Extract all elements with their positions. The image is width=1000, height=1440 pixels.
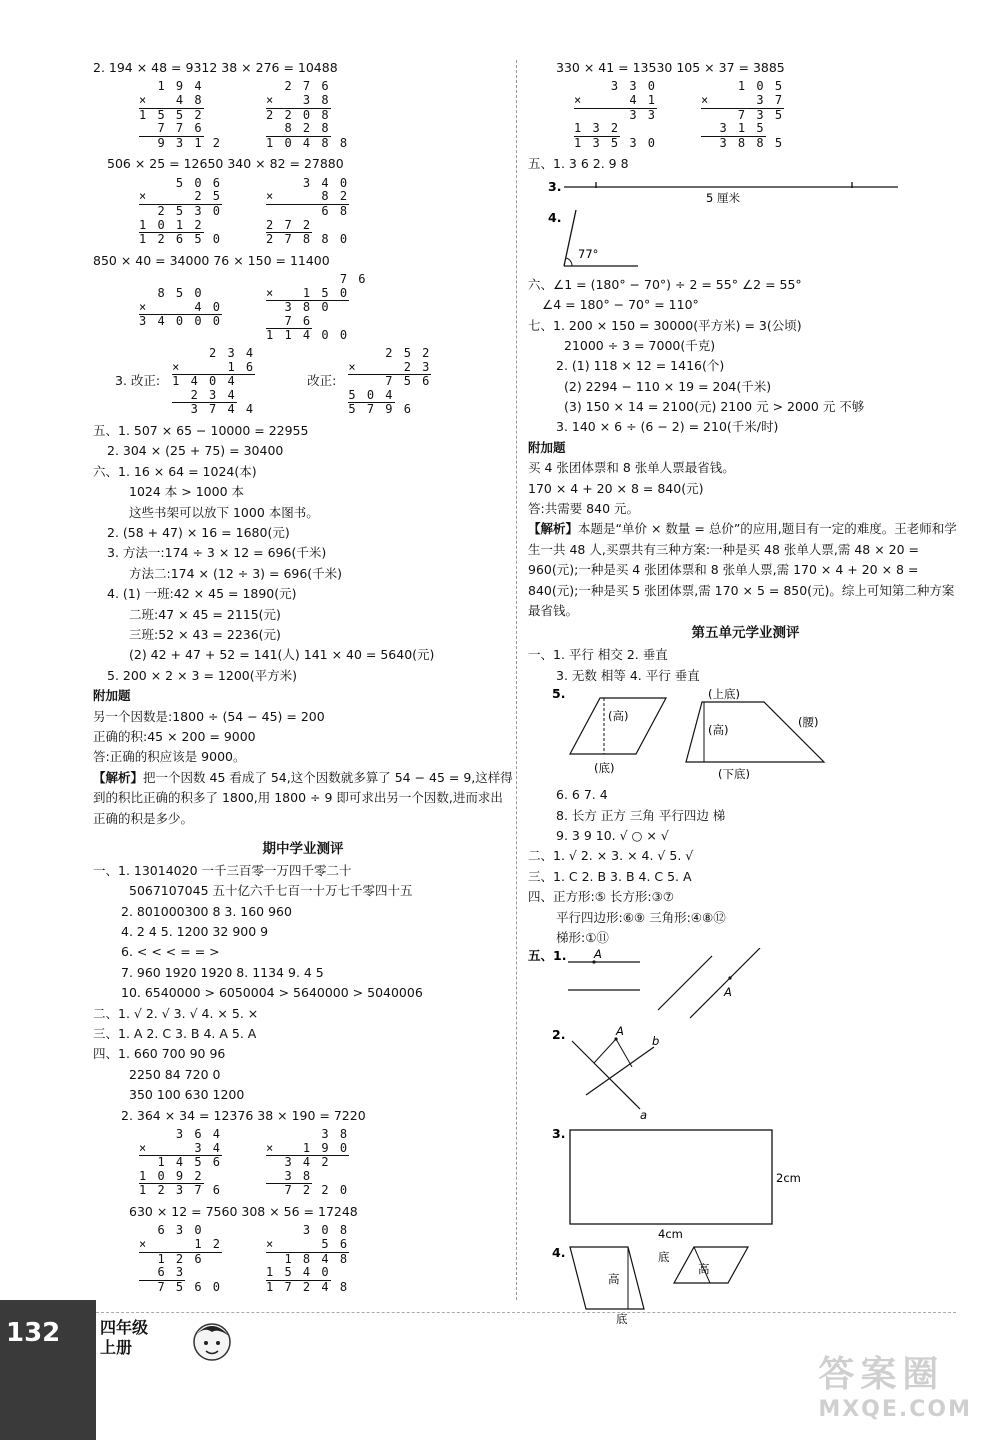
answer-line: 答:共需要 840 元。 <box>528 501 640 517</box>
calc-row: 8 2 8 <box>266 121 331 136</box>
calc-row: × 1 5 0 <box>266 285 350 300</box>
parallelogram <box>674 1247 748 1283</box>
answer-line: 850 × 40 = 34000 76 × 150 = 11400 <box>93 252 330 268</box>
calc-row: 2 3 4 <box>172 346 256 361</box>
calc-row: 6 3 0 <box>139 1223 204 1238</box>
calc-row: 1 5 5 2 <box>139 107 204 122</box>
calc-row: 1 4 0 4 <box>172 374 237 389</box>
angle-ray <box>564 210 576 266</box>
vertical-calc-row <box>93 273 513 343</box>
answer-line: 3. 140 × 6 ÷ (6 − 2) = 210(千米/时) <box>556 419 779 435</box>
rectangle <box>570 1130 772 1224</box>
top-base-label: (上底) <box>708 687 740 702</box>
calc-row: 3 0 8 <box>266 1223 350 1238</box>
answer-line: 2. (1) 118 × 12 = 1416(个) <box>556 358 725 374</box>
vertical-multiplication <box>701 80 784 150</box>
height-label: (高) <box>608 709 629 724</box>
answer-line: (2) 2294 − 110 × 19 = 204(千米) <box>564 378 772 394</box>
answer-line: 7. 960 1920 1920 8. 1134 9. 4 5 <box>121 964 324 980</box>
item-number: 3. <box>548 178 562 194</box>
answer-line: 七、1. 200 × 150 = 30000(平方米) = 3(公顷) <box>528 317 802 333</box>
leg-label: (腰) <box>798 715 819 730</box>
calc-row: 2 2 0 8 <box>266 107 331 122</box>
calc-row: 1 2 6 <box>139 1251 204 1266</box>
height-drawing-figure <box>528 1243 958 1327</box>
answer-line: 买 4 张团体票和 8 张单人票最省钱。 <box>528 460 735 476</box>
calc-row: 3 8 0 <box>266 300 331 315</box>
line-a <box>572 1041 640 1109</box>
calc-row: 7 5 6 0 <box>139 1279 223 1294</box>
base-label: (底) <box>594 761 615 776</box>
correction-label: 改正: <box>307 373 337 389</box>
calc-row: × 3 7 <box>701 92 785 107</box>
height-label: 高 <box>698 1262 710 1277</box>
answer-line: (2) 42 + 47 + 52 = 141(人) 141 × 40 = 5640(元) <box>129 647 435 663</box>
mascot-icon <box>188 1316 236 1366</box>
height-dimension-label: 2cm <box>776 1171 801 1186</box>
calc-row: 1 3 5 3 0 <box>574 135 658 150</box>
watermark-url: MXQE.COM <box>818 1397 972 1422</box>
answer-line: 这些书架可以放下 1000 本图书。 <box>129 504 319 520</box>
calc-row: 1 0 1 2 <box>139 217 204 232</box>
calc-row: 1 2 3 7 6 <box>139 1183 223 1198</box>
answer-line: 平行四边形:⑥⑨ 三角形:④⑧⑫ <box>556 909 726 925</box>
item-number: 2. <box>552 1027 566 1043</box>
calc-row: 3 8 <box>266 1168 313 1183</box>
vertical-calc-row <box>93 347 513 417</box>
calc-row: × 4 8 <box>139 92 204 107</box>
bonus-heading: 附加题 <box>528 439 566 455</box>
answer-line: 三、1. C 2. B 3. B 4. C 5. A <box>528 868 692 884</box>
volume: 上册 <box>100 1338 133 1357</box>
line-a-label: a <box>640 1108 648 1122</box>
given-line <box>658 956 712 1010</box>
calc-row: 3 3 0 <box>574 79 658 94</box>
calc-row: 5 7 9 6 <box>348 402 413 417</box>
parallelogram-trapezoid-figure <box>528 686 958 782</box>
angle-arc <box>566 258 572 266</box>
vertical-multiplication <box>266 1224 349 1294</box>
calc-row: 6 3 <box>139 1265 186 1280</box>
analysis-paragraph <box>528 519 963 621</box>
calc-row: 2 5 2 <box>348 346 432 361</box>
vertical-multiplication <box>139 1128 222 1198</box>
answer-line: 6. 6 7. 4 <box>556 787 608 803</box>
calc-row: 1 1 4 0 0 <box>266 328 350 343</box>
answer-line: 2. 194 × 48 = 9312 38 × 276 = 10488 <box>93 60 338 75</box>
parallel-line <box>690 948 760 1018</box>
calc-row: 3 4 0 0 0 <box>139 314 223 329</box>
answer-line: 3. 无数 相等 4. 平行 垂直 <box>556 667 700 683</box>
vertical-multiplication <box>139 1224 222 1294</box>
calc-row: × 2 5 <box>139 189 223 204</box>
calc-row: 6 8 <box>266 203 350 218</box>
point-label: A <box>616 1025 624 1039</box>
answer-line: 2. (58 + 47) × 16 = 1680(元) <box>107 525 290 540</box>
calc-row: 3 1 5 <box>701 121 766 136</box>
analysis-text: 把一个因数 45 看成了 54,这个因数就多算了 54 − 45 = 9,这样得到的积比正确的积多了 1800,用 1800 ÷ 9 即可求出另一个因数,进而求出正确的积是多少。 <box>93 769 513 826</box>
rectangle-figure <box>528 1124 958 1240</box>
grade: 四年级 <box>100 1318 149 1337</box>
analysis-paragraph <box>93 768 513 829</box>
calc-row: 1 9 4 <box>139 79 204 94</box>
calc-row: 3 3 <box>574 107 658 122</box>
calc-row: × 2 3 <box>348 359 432 374</box>
vertical-multiplication <box>139 177 222 247</box>
vertical-multiplication <box>139 273 222 329</box>
calc-row: 3 8 <box>266 1126 350 1141</box>
vertical-calc-row <box>93 1224 513 1294</box>
calc-row: 3 7 4 4 <box>172 402 256 417</box>
answer-line: 五、1. 507 × 65 − 10000 = 22955 <box>93 423 309 439</box>
watermark-text: 答案圈 <box>818 1354 945 1395</box>
item-number: 3. <box>552 1126 566 1142</box>
calc-row: 8 5 0 <box>139 286 204 301</box>
calc-row: × 1 6 <box>172 359 256 374</box>
calc-row: 9 3 1 2 <box>139 135 223 150</box>
calc-row: 7 3 5 <box>701 107 785 122</box>
answer-line: 六、1. 16 × 64 = 1024(本) <box>93 463 257 479</box>
perpendicular-figure <box>528 1025 958 1121</box>
answer-line: 5067107045 五十亿六千七百一十万七千零四十五 <box>129 883 413 899</box>
left-column <box>93 58 513 1298</box>
calc-row: 1 4 5 6 <box>139 1155 223 1170</box>
width-dimension-label: 4cm <box>658 1227 683 1241</box>
line-b-label: b <box>652 1034 660 1049</box>
calc-row: 2 7 8 8 0 <box>266 232 350 247</box>
answer-line: 方法二:174 × (12 ÷ 3) = 696(千米) <box>129 565 343 581</box>
answer-line: 1024 本 > 1000 本 <box>129 484 244 500</box>
calc-row: 7 6 <box>266 313 313 328</box>
perpendicular-line <box>594 1039 616 1063</box>
calc-row: 1 3 2 <box>574 121 621 136</box>
calc-row: 5 0 6 <box>139 175 223 190</box>
section-title-midterm: 期中学业测评 <box>262 840 344 857</box>
answer-line: 2. 801000300 8 3. 160 960 <box>121 903 292 919</box>
vertical-multiplication <box>139 80 222 150</box>
answer-line: 170 × 4 + 20 × 8 = 840(元) <box>528 480 704 496</box>
calc-row: × 8 2 <box>266 189 350 204</box>
calc-row: 3 4 2 <box>266 1155 331 1170</box>
answer-line: 330 × 41 = 13530 105 × 37 = 3885 <box>556 60 785 75</box>
answer-line: ∠4 = 180° − 70° = 110° <box>542 297 699 313</box>
answer-line: 正确的积:45 × 200 = 9000 <box>93 728 256 744</box>
footer-divider <box>96 1312 956 1313</box>
perpendicular-line <box>616 1039 632 1067</box>
vertical-calc-row <box>528 80 963 150</box>
answer-line: 2. 304 × (25 + 75) = 30400 <box>107 443 284 459</box>
analysis-text: 本题是“单价 × 数量 = 总价”的应用,题目有一定的难度。王老师和学生一共 48 人,买票共有三种方案:一种是买 48 张单人票,需 48 × 20 = 960(元);一种是买 4 张团体票和 8 张单人票,需 170 × 4 + 20 × 8 = 840(元);一种是买 5 张团体票,需 170 × 5 = 850(元)。综上可知第二种方案最省钱。 <box>528 521 957 619</box>
watermark <box>818 1346 972 1422</box>
calc-row: 2 5 3 0 <box>139 203 223 218</box>
calc-row: 7 6 <box>266 272 368 287</box>
calc-row: 1 7 2 4 8 <box>266 1279 350 1294</box>
base-label: 底 <box>616 1312 628 1327</box>
grade-label <box>100 1318 148 1358</box>
correction-label: 3. 改正: <box>115 373 161 389</box>
answer-line: 9. 3 9 10. √ ○ × √ <box>556 828 669 844</box>
trapezoid <box>686 702 824 762</box>
vertical-multiplication <box>172 347 255 417</box>
vertical-multiplication <box>266 80 349 150</box>
column-divider <box>516 60 517 1300</box>
calc-row: 1 0 9 2 <box>139 1168 204 1183</box>
right-column <box>528 58 963 1330</box>
vertical-calc-row <box>93 80 513 150</box>
parallelogram <box>570 698 666 754</box>
calc-row: × 5 6 <box>266 1236 350 1251</box>
item-number: 五、1. <box>528 948 567 964</box>
item-number: 4. <box>548 209 562 225</box>
answer-line: 四、正方形:⑤ 长方形:③⑦ <box>528 889 675 905</box>
calc-row: 2 3 4 <box>172 387 237 402</box>
answer-line: 六、∠1 = (180° − 70°) ÷ 2 = 55° ∠2 = 55° <box>528 276 802 292</box>
answer-line: 3. 方法一:174 ÷ 3 × 12 = 696(千米) <box>107 545 327 561</box>
calc-row: 2 7 6 <box>266 79 331 94</box>
calc-row: 1 8 4 8 <box>266 1251 350 1266</box>
calc-row: 7 5 6 <box>348 374 432 389</box>
answer-line: 四、1. 660 700 90 96 <box>93 1046 226 1062</box>
vertical-multiplication <box>266 177 349 247</box>
answer-line: 三班:52 × 43 = 2236(元) <box>129 626 281 642</box>
answer-line: 10. 6540000 > 6050004 > 5640000 > 5040006 <box>121 985 423 1001</box>
calc-row: × 4 0 <box>139 299 223 314</box>
answer-line: 答:正确的积应该是 9000。 <box>93 749 246 765</box>
answer-line: 630 × 12 = 7560 308 × 56 = 17248 <box>129 1203 358 1219</box>
calc-row: 5 0 4 <box>348 387 395 402</box>
analysis-tag: 【解析】 <box>93 769 144 785</box>
calc-row: × 1 2 <box>139 1236 223 1251</box>
answer-line: 五、1. 3 6 2. 9 8 <box>528 156 629 172</box>
calc-row: × 4 1 <box>574 92 658 107</box>
calc-row: 3 6 4 <box>139 1126 223 1141</box>
calc-row: 3 8 8 5 <box>701 135 785 150</box>
calc-row: × 3 8 <box>266 92 331 107</box>
answer-line: 另一个因数是:1800 ÷ (54 − 45) = 200 <box>93 708 325 724</box>
angle-label: 77° <box>578 246 599 261</box>
point-label: A <box>594 948 602 962</box>
calc-row: 1 0 4 8 8 <box>266 135 350 150</box>
answer-line: 4. 2 4 5. 1200 32 900 9 <box>121 924 269 940</box>
calc-row: 7 7 6 <box>139 121 204 136</box>
segment-length-label: 5 厘米 <box>706 190 740 203</box>
calc-row: × 1 9 0 <box>266 1140 350 1155</box>
segment-figure <box>528 175 958 203</box>
line-b <box>586 1047 654 1095</box>
calc-row: 1 0 5 <box>701 79 785 94</box>
calc-row: × 3 4 <box>139 1140 223 1155</box>
answer-line: 一、1. 平行 相交 2. 垂直 <box>528 647 668 663</box>
answer-line: (3) 150 × 14 = 2100(元) 2100 元 > 2000 元 不够 <box>564 399 865 415</box>
point-label: A <box>724 985 732 1000</box>
vertical-multiplication <box>574 80 657 150</box>
base-label: 底 <box>658 1250 670 1265</box>
answer-line: 二、1. √ 2. √ 3. √ 4. × 5. × <box>93 1005 259 1021</box>
answer-line: 4. (1) 一班:42 × 45 = 1890(元) <box>107 586 297 602</box>
answer-line: 一、1. 13014020 一千三百零一万四千零二十 <box>93 862 352 878</box>
bonus-heading: 附加题 <box>93 688 131 704</box>
calc-row: 1 5 4 0 <box>266 1265 331 1280</box>
analysis-tag: 【解析】 <box>528 521 579 537</box>
vertical-multiplication <box>266 1128 349 1198</box>
page-number: 132 <box>6 1318 61 1348</box>
answer-line: 2250 84 720 0 <box>129 1066 221 1082</box>
answer-line: 三、1. A 2. C 3. B 4. A 5. A <box>93 1026 257 1042</box>
parallelogram <box>570 1247 644 1309</box>
calc-row: 1 2 6 5 0 <box>139 232 223 247</box>
calc-row: 2 7 2 <box>266 217 313 232</box>
answer-line: 506 × 25 = 12650 340 × 82 = 27880 <box>107 156 344 172</box>
answer-line: 6. < < < = = > <box>121 944 220 960</box>
answer-line: 二班:47 × 45 = 2115(元) <box>129 606 281 622</box>
bottom-base-label: (下底) <box>718 767 750 782</box>
answer-line: 350 100 630 1200 <box>129 1087 245 1103</box>
angle-figure <box>528 206 958 272</box>
height-label: (高) <box>708 723 729 738</box>
answer-line: 21000 ÷ 3 = 7000(千克) <box>564 337 716 353</box>
item-number: 5. <box>552 686 566 702</box>
answer-line: 8. 长方 正方 三角 平行四边 梯 <box>556 807 726 823</box>
answer-line: 二、1. √ 2. × 3. × 4. √ 5. √ <box>528 848 694 864</box>
point <box>728 977 731 980</box>
vertical-multiplication <box>348 347 431 417</box>
parallel-lines-figure <box>528 948 958 1022</box>
vertical-multiplication <box>266 273 367 343</box>
vertical-calc-row <box>93 1128 513 1198</box>
vertical-calc-row <box>93 177 513 247</box>
calc-row: 7 2 2 0 <box>266 1183 350 1198</box>
height-label: 高 <box>608 1272 620 1287</box>
answer-line: 5. 200 × 2 × 3 = 1200(平方米) <box>107 667 297 683</box>
answer-line: 梯形:①⑪ <box>556 929 609 945</box>
section-title-unit5: 第五单元学业测评 <box>691 625 800 642</box>
item-number: 4. <box>552 1245 566 1261</box>
calc-row: 3 4 0 <box>266 175 350 190</box>
answer-line: 2. 364 × 34 = 12376 38 × 190 = 7220 <box>121 1107 366 1123</box>
